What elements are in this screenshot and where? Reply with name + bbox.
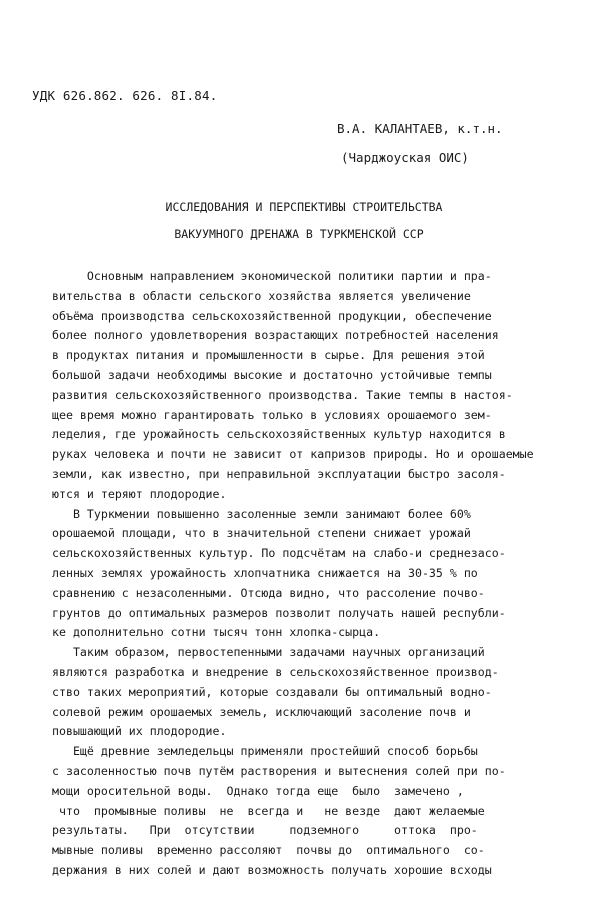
body-line: объёма производства сельскохозяйственной продукции, обеспечение <box>52 308 492 323</box>
body-line: результаты. При отсутствии подземного оттока про- <box>52 823 478 838</box>
body-line: орошаемой площади, что в значительной степени снижает урожай <box>52 526 471 541</box>
body-line: ство таких мероприятий, которые создавали бы оптимальный водно- <box>52 684 492 699</box>
body-line: большой задачи необходимы высокие и достаточно устойчивые темпы <box>52 367 492 382</box>
body-line: щее время можно гарантировать только в условиях орошаемого зем- <box>52 407 492 422</box>
body-text <box>52 267 562 881</box>
body-line: что промывные поливы не всегда и не везде дают желаемые <box>52 803 485 818</box>
author-institution: (Чарджоуская ОИС) <box>341 150 469 165</box>
body-line: более полного удовлетворения возрастающих потребностей населения <box>52 328 499 343</box>
author-name: В.А. КАЛАНТАЕВ, к.т.н. <box>337 121 503 136</box>
body-line: сельскохозяйственных культур. По подсчётам на слабо-и среднезасо- <box>52 546 506 561</box>
body-line: солевой режим орошаемых земель, исключающий засоление почв и <box>52 704 471 719</box>
body-line: В Туркмении повышенно засоленные земли занимают более 60% <box>52 506 471 521</box>
body-line: Основным направлением экономической политики партии и пра- <box>52 269 492 283</box>
body-line: Таким образом, первостепенными задачами научных организаций <box>52 645 485 660</box>
body-line: ются и теряют плодородие. <box>52 486 227 501</box>
body-line: развития сельскохозяйственного производства. Такие темпы в настоя- <box>52 387 513 402</box>
body-line: Ещё древние земледельцы применяли простейший способ борьбы <box>52 744 478 759</box>
body-line: ленных землях урожайность хлопчатника снижается на 30-35 % по <box>52 565 478 580</box>
body-line: грунтов до оптимальных размеров позволит получать нашей республи- <box>52 605 506 620</box>
body-line: мощи оросительной воды. Однако тогда еще было замечено , <box>52 783 464 798</box>
title-line-2: ВАКУУМНОГО ДРЕНАЖА В ТУРКМЕНСКОЙ ССР <box>174 227 424 241</box>
body-line: земли, как известно, при неправильной эксплуатации быстро засоля- <box>52 466 506 481</box>
body-line: повышающий их плодородие. <box>52 724 227 739</box>
body-line: леделия, где урожайность сельскохозяйственных культур находится в <box>52 427 506 442</box>
body-line: руках человека и почти не зависит от капризов природы. Но и орошаемые <box>52 447 534 462</box>
udk-code: УДК 626.862. 626. 8I.84. <box>32 88 218 103</box>
body-line: держания в них солей и дают возможность получать хорошие всходы <box>52 862 492 877</box>
body-line: вительства в области сельского хозяйства является увеличение <box>52 288 471 303</box>
title-line-1: ИССЛЕДОВАНИЯ И ПЕРСПЕКТИВЫ СТРОИТЕЛЬСТВА <box>165 200 443 214</box>
body-line: мывные поливы временно рассоляют почвы до оптимального со- <box>52 843 485 858</box>
body-line: ке дополнительно сотни тысяч тонн хлопка-сырца. <box>52 625 381 640</box>
body-line: сравнению с незасоленными. Отсюда видно, что рассоление почво- <box>52 585 485 600</box>
body-line: являются разработка и внедрение в сельскохозяйственное производ- <box>52 664 499 679</box>
body-line: в продуктах питания и промышленности в сырье. Для решения этой <box>52 348 485 363</box>
body-line: с засоленностью почв путём растворения и вытеснения солей при по- <box>52 763 506 778</box>
